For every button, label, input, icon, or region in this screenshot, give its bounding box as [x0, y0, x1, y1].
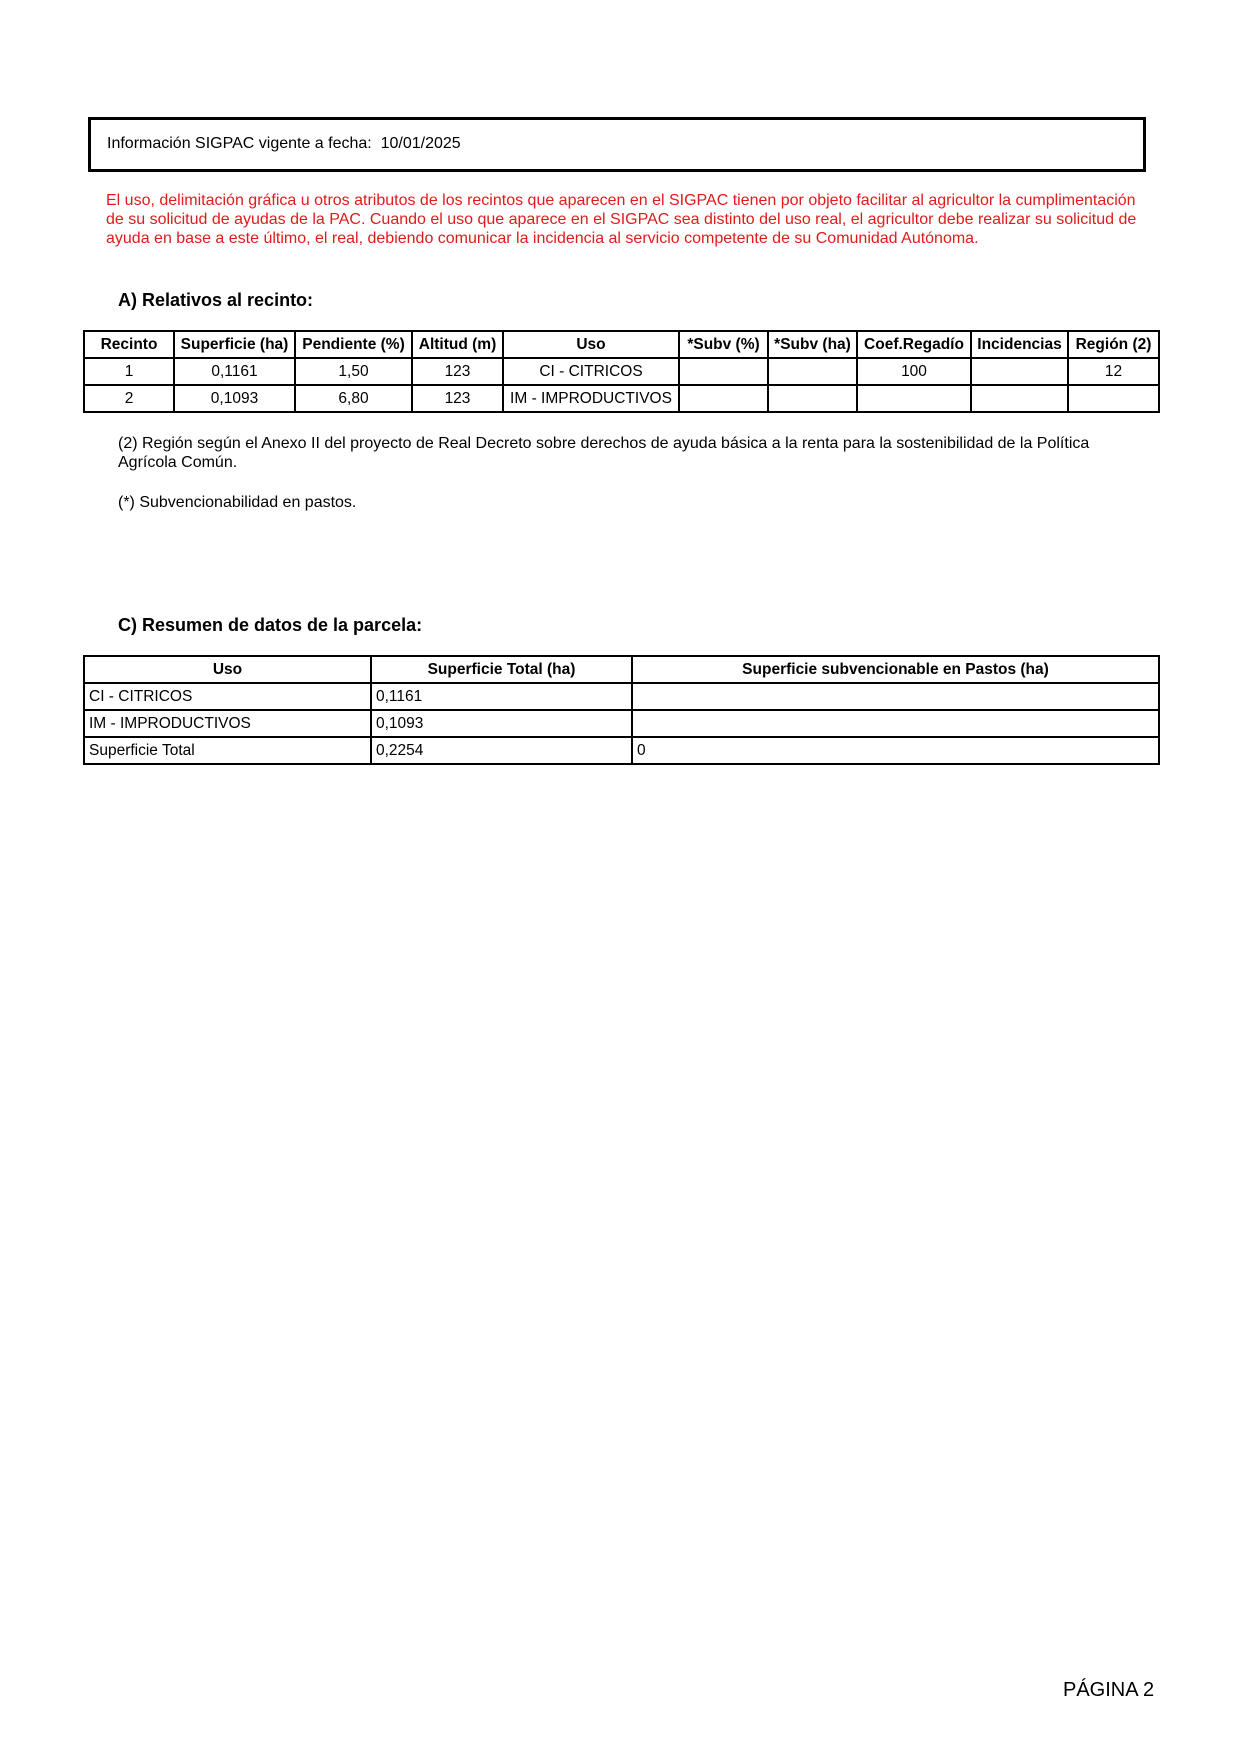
- cell: [632, 710, 1159, 737]
- col-recinto: Recinto: [84, 331, 174, 358]
- cell: 2: [84, 385, 174, 412]
- cell: CI - CITRICOS: [503, 358, 679, 385]
- note-region: (2) Región según el Anexo II del proyecto de Real Decreto sobre derechos de ayuda básica a la renta para la sostenibilidad de la Política Agrícola Común.: [118, 435, 1090, 471]
- cell: [857, 385, 971, 412]
- cell: 0,1161: [371, 683, 632, 710]
- cell: [679, 358, 768, 385]
- col-coef-regadio: Coef.Regadío: [857, 331, 971, 358]
- col-pendiente: Pendiente (%): [295, 331, 412, 358]
- recinto-table: [83, 330, 1160, 413]
- cell: CI - CITRICOS: [84, 683, 371, 710]
- table-row: [84, 385, 1159, 412]
- cell: [971, 358, 1068, 385]
- note-subv: (*) Subvencionabilidad en pastos.: [118, 494, 357, 511]
- table-row: [84, 710, 1159, 737]
- cell: 0,2254: [371, 737, 632, 764]
- cell: IM - IMPRODUCTIVOS: [503, 385, 679, 412]
- cell: [632, 683, 1159, 710]
- col-uso: Uso: [84, 656, 371, 683]
- col-superficie-pastos: Superficie subvencionable en Pastos (ha): [632, 656, 1159, 683]
- col-superficie: Superficie (ha): [174, 331, 295, 358]
- cell: 123: [412, 358, 503, 385]
- cell: IM - IMPRODUCTIVOS: [84, 710, 371, 737]
- col-uso: Uso: [503, 331, 679, 358]
- cell: [679, 385, 768, 412]
- cell: 1,50: [295, 358, 412, 385]
- cell: 6,80: [295, 385, 412, 412]
- table-row: [84, 683, 1159, 710]
- recinto-header-row: [84, 331, 1159, 358]
- disclaimer-text: El uso, delimitación gráfica u otros atributos de los recintos que aparecen en el SIGPAC tienen por objeto facilitar al agricultor la cumplimentación de su solicitud de ayudas de la PAC. Cuando el uso que aparece en el SIGPAC sea distinto del uso real, el agricultor debe realizar su solicitud de ayuda en base a este último, el real, debiendo comunicar la incidencia al servicio competente de su Comunidad Autónoma.: [106, 192, 1137, 247]
- col-altitud: Altitud (m): [412, 331, 503, 358]
- cell: [768, 358, 857, 385]
- cell: 1: [84, 358, 174, 385]
- table-row: [84, 737, 1159, 764]
- col-subv-pct: *Subv (%): [679, 331, 768, 358]
- cell: Superficie Total: [84, 737, 371, 764]
- col-incidencias: Incidencias: [971, 331, 1068, 358]
- section-a-title: A) Relativos al recinto:: [118, 290, 314, 310]
- cell: 123: [412, 385, 503, 412]
- col-superficie-total: Superficie Total (ha): [371, 656, 632, 683]
- info-date: 10/01/2025: [380, 135, 461, 152]
- cell: 0: [632, 737, 1159, 764]
- info-label: Información SIGPAC vigente a fecha:: [107, 135, 372, 152]
- cell: 0,1093: [371, 710, 632, 737]
- cell: [1068, 385, 1159, 412]
- cell: 0,1093: [174, 385, 295, 412]
- section-c-title: C) Resumen de datos de la parcela:: [118, 615, 423, 635]
- cell: 100: [857, 358, 971, 385]
- table-row: [84, 358, 1159, 385]
- col-subv-ha: *Subv (ha): [768, 331, 857, 358]
- cell: 12: [1068, 358, 1159, 385]
- col-region: Región (2): [1068, 331, 1159, 358]
- resumen-header-row: [84, 656, 1159, 683]
- info-line: [107, 135, 461, 153]
- resumen-table: [83, 655, 1160, 765]
- cell: [768, 385, 857, 412]
- info-box: [88, 117, 1146, 172]
- page-number: PÁGINA 2: [1063, 1679, 1155, 1701]
- cell: 0,1161: [174, 358, 295, 385]
- cell: [971, 385, 1068, 412]
